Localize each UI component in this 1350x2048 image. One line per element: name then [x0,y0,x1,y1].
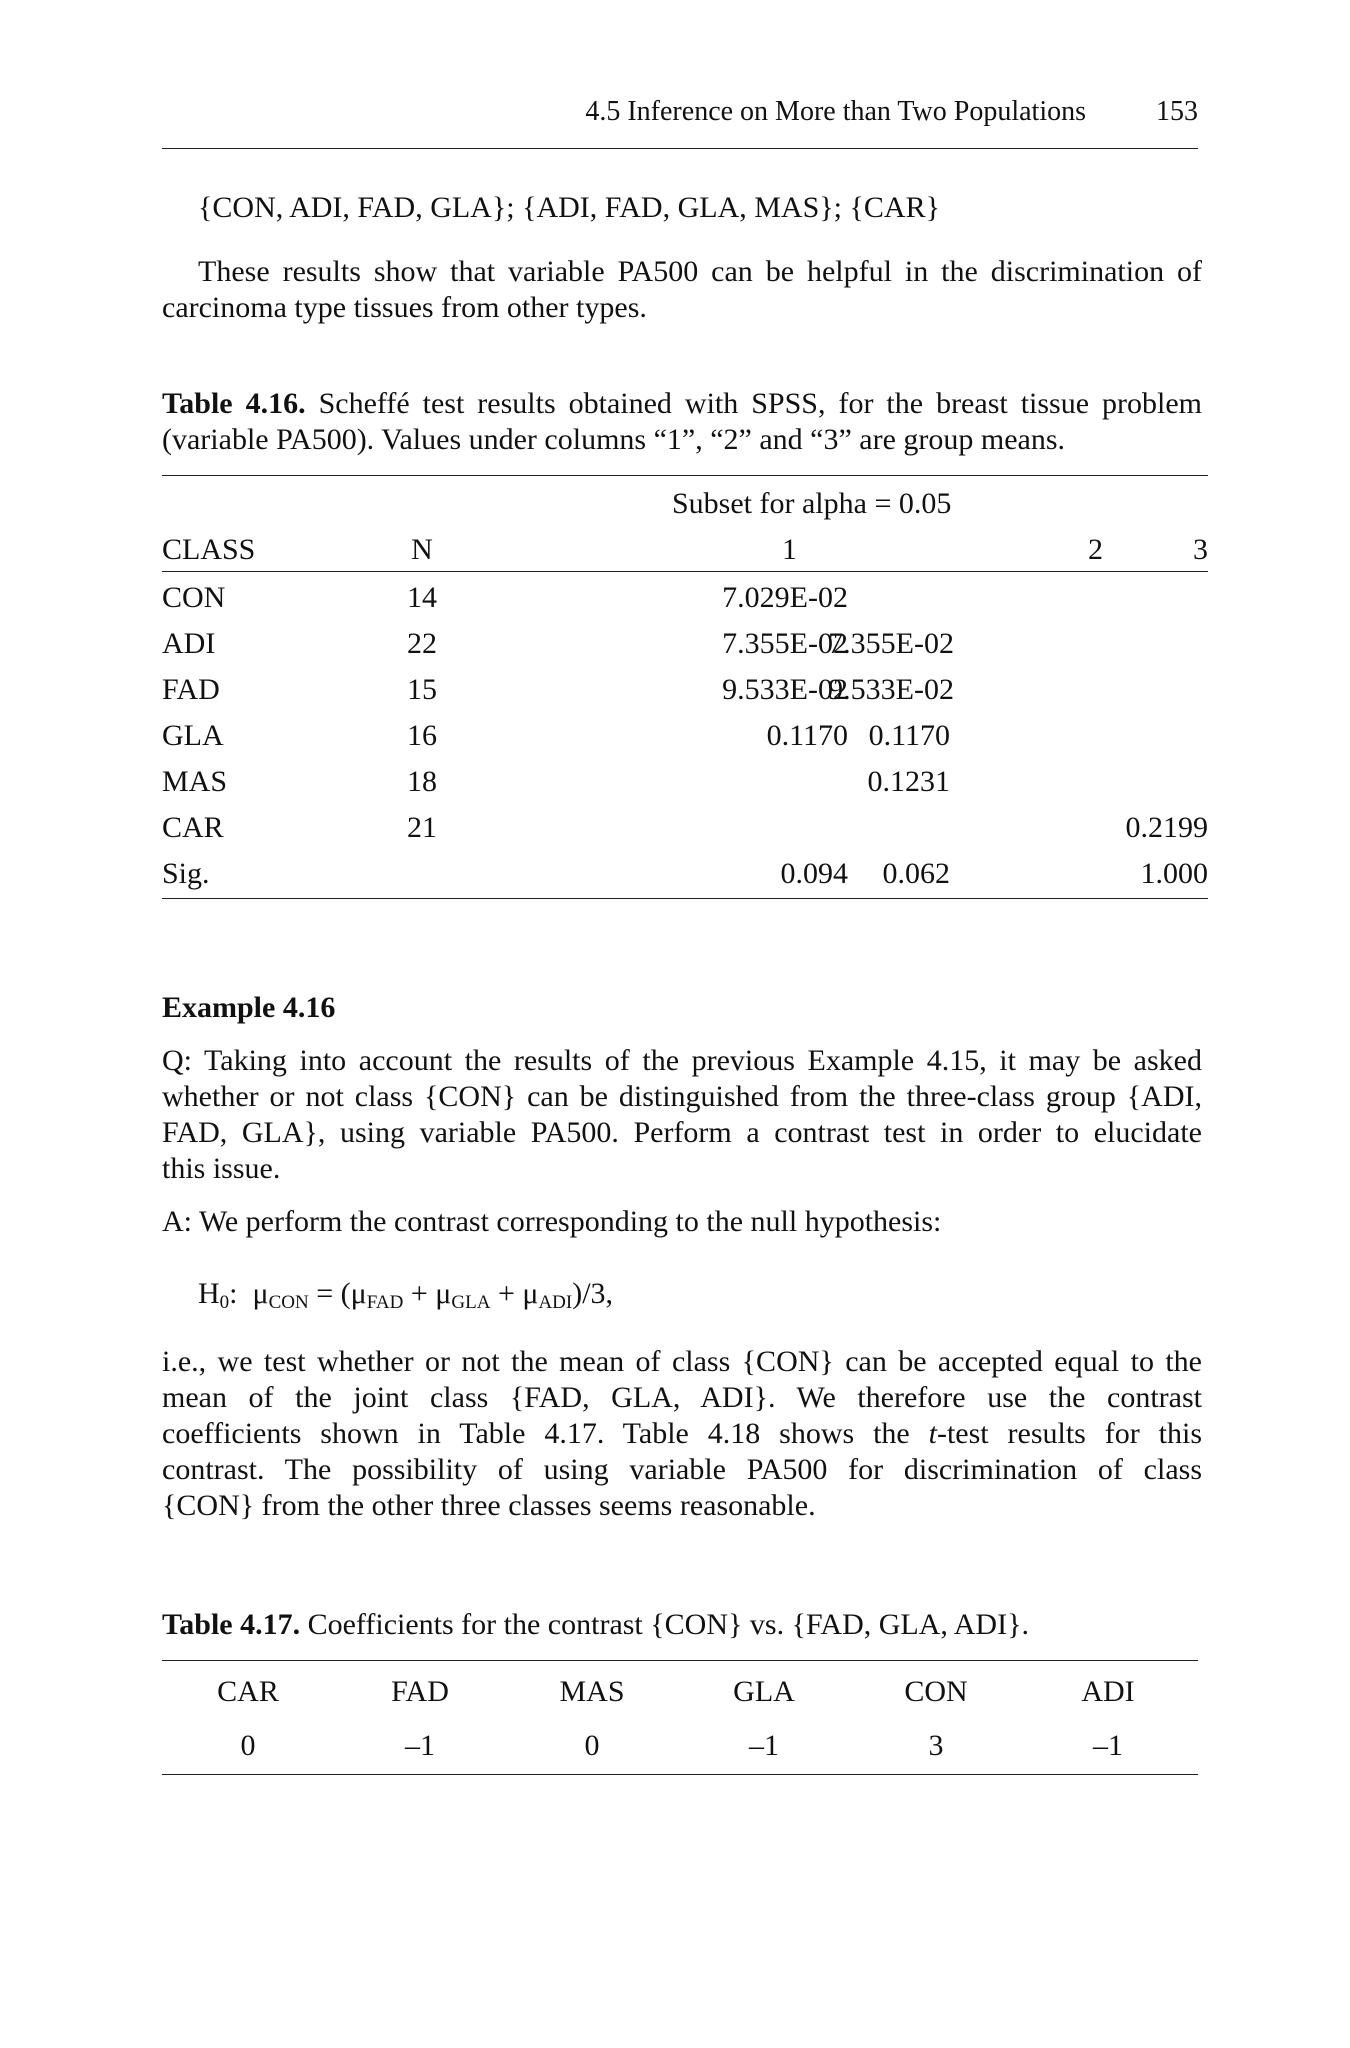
formula-colon: : [229,1277,253,1310]
column-header: GLA [733,1675,795,1708]
paragraph-line [162,1416,1202,1452]
row-subset-1: 7.029E-02 [722,581,848,614]
paragraph-line: Q: Taking into account the results of the previous Example 4.15, it may be asked [162,1044,1202,1077]
null-hypothesis-formula [198,1276,613,1321]
row-class: ADI [162,627,216,660]
paragraph-line: These results show that variable PA500 can be helpful in the discrimination of [198,255,1202,288]
formula-plus: + [490,1277,523,1310]
row-class: MAS [162,765,228,798]
paragraph-line: {CON} from the other three classes seems reasonable. [162,1489,816,1522]
row-subset-1: 9.533E-02 [722,673,848,706]
formula-plus: + [403,1277,436,1310]
column-header-3: 3 [1193,533,1208,566]
row-subset-2: 0.1231 [867,765,950,798]
paragraph-line: this issue. [162,1152,281,1185]
row-n: 21 [407,811,437,844]
formula-mu: μ [435,1277,452,1310]
coefficient-value: –1 [749,1729,779,1762]
subset-header: Subset for alpha = 0.05 [672,487,952,520]
row-n: 14 [407,581,437,614]
caption-text: Coefficients for the contrast {CON} vs. {FAD, GLA, ADI}. [300,1608,1029,1641]
table-bottom-rule [162,898,1208,899]
table-top-rule [162,475,1208,476]
table-16-caption [162,386,1202,458]
question-paragraph [162,1043,1202,1187]
row-n: 22 [407,627,437,660]
row-subset-2: 0.062 [882,857,950,890]
column-header-2: 2 [1088,533,1103,566]
answer-line: A: We perform the contrast corresponding to the null hypothesis: [162,1205,942,1238]
row-n: 15 [407,673,437,706]
column-header-n: N [411,533,433,566]
formula-mu: μ [350,1277,367,1310]
page-number: 153 [1156,96,1198,127]
row-subset-3: 1.000 [1140,857,1208,890]
italic-t: t [928,1417,937,1450]
column-header: ADI [1081,1675,1135,1708]
formula-sub-fad: FAD [366,1292,404,1313]
coefficient-value: –1 [405,1729,435,1762]
formula-eq: = ( [308,1277,351,1310]
paragraph-line: contrast. The possibility of using variable PA500 for discrimination of class [162,1453,1202,1486]
coefficient-value: 0 [240,1729,256,1762]
row-class: GLA [162,719,224,752]
row-subset-1: 0.1170 [766,719,848,752]
formula-tail: )/3, [572,1277,614,1310]
ie-paragraph [162,1344,1202,1524]
paragraph-line: i.e., we test whether or not the mean of class {CON} can be accepted equal to the [162,1345,1202,1378]
row-subset-2: 9.533E-02 [828,673,954,706]
table-17-caption [162,1607,1202,1643]
groups-line: {CON, ADI, FAD, GLA}; {ADI, FAD, GLA, MAS}; {CAR} [198,191,940,224]
row-subset-3: 0.2199 [1125,811,1208,844]
paragraph-line: carcinoma type tissues from other types. [162,291,647,324]
paragraph-line: mean of the joint class {FAD, GLA, ADI}. We therefore use the contrast [162,1381,1202,1414]
column-header: FAD [391,1675,449,1708]
table-16-label: Table 4.16. [162,387,306,420]
column-header: MAS [559,1675,625,1708]
line-text: -test results for this [936,1417,1202,1450]
running-header [162,96,1198,136]
row-subset-2: 0.1170 [868,719,950,752]
column-header: CAR [217,1675,279,1708]
formula-sub-gla: GLA [451,1292,491,1313]
caption-text: (variable PA500). Values under columns “1”, “2” and “3” are group means. [162,423,1066,456]
coefficient-value: –1 [1093,1729,1123,1762]
column-header: CON [904,1675,968,1708]
example-title: Example 4.16 [162,991,336,1024]
coefficient-value: 0 [584,1729,600,1762]
formula-h: H [198,1277,220,1310]
table-top-rule [162,1660,1198,1661]
table-header-rule [162,571,1208,572]
formula-sub-adi: ADI [538,1292,573,1313]
formula-sub-con: CON [268,1292,309,1313]
row-class: FAD [162,673,220,706]
row-class: CAR [162,811,224,844]
row-n: 18 [407,765,437,798]
table-17-label: Table 4.17. [162,1608,301,1641]
row-subset-1: 0.094 [780,857,848,890]
formula-mu: μ [252,1277,269,1310]
table-bottom-rule [162,1774,1198,1775]
row-subset-1: 7.355E-02 [722,627,848,660]
row-n: 16 [407,719,437,752]
column-header-1: 1 [782,533,797,566]
paragraph-line: whether or not class {CON} can be distinguished from the three-class group {ADI, [162,1080,1202,1113]
paragraph-line: FAD, GLA}, using variable PA500. Perform a contrast test in order to elucidate [162,1116,1202,1149]
caption-text: Scheffé test results obtained with SPSS, for the breast tissue problem [305,387,1202,420]
coefficient-value: 3 [928,1729,944,1762]
row-subset-2: 7.355E-02 [828,627,954,660]
section-title: 4.5 Inference on More than Two Populations [585,96,1086,127]
header-rule [162,148,1198,149]
formula-sub-0: 0 [219,1292,230,1313]
column-header-class: CLASS [162,533,256,566]
row-class: Sig. [162,857,210,890]
line-text: coefficients shown in Table 4.17. Table 4.18 shows the [162,1417,929,1450]
paragraph-results [162,254,1202,326]
formula-mu: μ [522,1277,539,1310]
row-class: CON [162,581,226,614]
